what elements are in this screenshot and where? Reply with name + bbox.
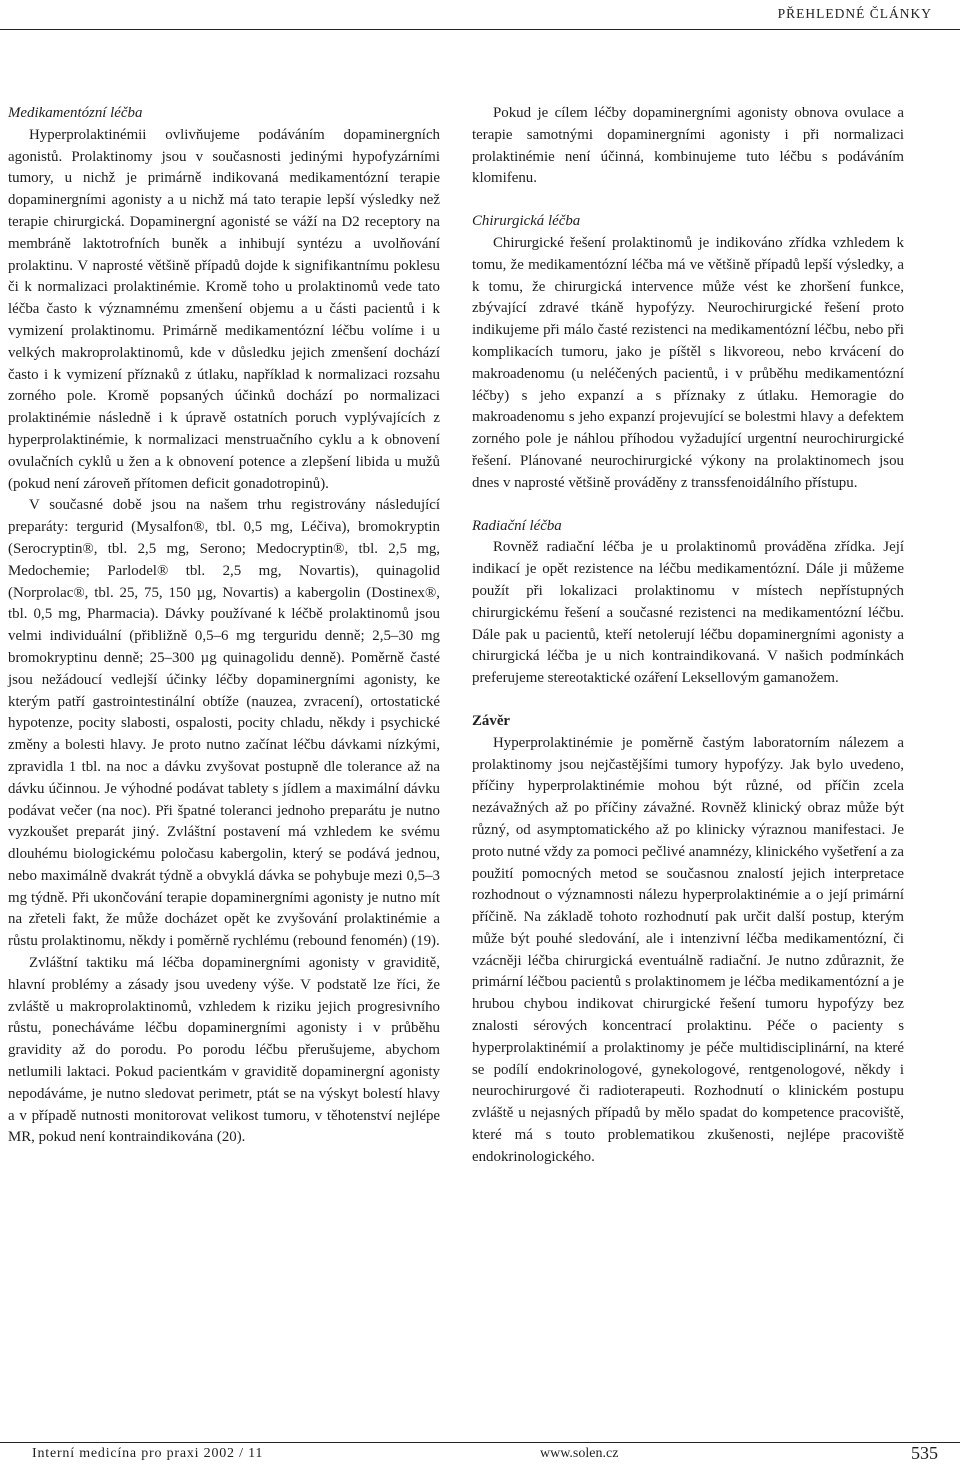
paragraph-intro: Pokud je cílem léčby dopaminergními agonisty obnova ovulace a terapie samotnými dopaminergními agonisty i při normalizaci prolaktinémie není účinná, kombinujeme tuto léčbu s podáváním klomifenu. — [472, 105, 904, 187]
paragraph-zaver: Hyperprolaktinémie je poměrně častým laboratorním nálezem a prolaktinomy jsou nejčastějšími tumory hypofýzy. Jak bylo uvedeno, příčiny hyperprolaktinémie mohou být různé, od příčin zcela nezávažných až po příčiny závažné. Rovněž klinický obraz může být různý, od asymptomatického až po klinicky výraznou manifestaci. Je proto nutné vždy za pomoci pečlivé anamnézy, klinického vyšetření a za použití pomocných metod se současnou znalostí jejich interpretace rozhodnout o významnosti nálezu hyperprolaktinémie a o její primární příčině. Na základě tohoto rozhodnutí pak určit další postup, kterým může být pouhé sledování, ale i intenzivní léčba medikamentózní, či vzácněji léčba chirurgická eventuálně radiační. Je nutno zdůraznit, že primární léčbou pacientů s prolaktinomem je léčba medikamentózní a je hrubou chybou indikovat chirurgické řešení tumoru hypofýzy bez znalosti sérových koncentrací prolaktinu. Péče o pacienty s hyperprolaktinémií a prolaktinomy je péče multidisciplinární, na které se podílí endokrinologové, gynekologové, rentgenologové, někdy i neurochirurgové či radioterapeuti. Rozhodnutí o klinickém postupu zvláště u nejasných případů by mělo spadat do kompetence pracoviště, které má s touto problematikou zkušenosti, nejlépe pracoviště endokrinologického. — [472, 734, 904, 1165]
paragraph-medikamentozni-2: V současné době jsou na našem trhu registrovány následující preparáty: tergurid (Mysalfon®, tbl. 0,5 mg, Léčiva), bromokryptin (Serocryptin®, tbl. 2,5 mg, Serono; Medocryptin®, tbl. 2,5 mg, Medochemie; Parlodel® tbl. 2,5 mg, Novartis), quinagolid (Norprolac®, tbl. 25, 75, 150 µg, Novartis) a kabergolin (Dostinex®, tbl. 0,5 mg, Pharmacia). Dávky používané k léčbě prolaktinomů jsou velmi individuální (přibližně 0,5–6 mg terguridu denně; 2,5–30 mg bromokryptinu denně; 25–300 µg quinagolidu denně). Poměrně časté jsou nežádoucí vedlejší účinky léčby dopaminergními agonisty, ke kterým patří gastrointestinální obtíže (nauzea, zvracení), ortostatické hypotenze, pocity slabosti, ospalosti, pocity chladu, někdy i psychické změny a bolesti hlavy. Je proto nutno začínat léčbu dávkami nízkými, zpravidla 1 tbl. na noc a dávku zvyšovat postupně dle tolerance až na dávku účinnou. Je výhodné podávat tablety s jídlem a maximální dávku podávat večer (na noc). Při špatné toleranci jednoho preparátu je nutno vyzkoušet preparát jiný. Zvláštní postavení má vzhledem ke svému dlouhému biologickému poločasu kabergolin, který se podává jednou, nebo maximálně dvakrát týdně a obvyklá dávka se pohybuje mezi 0,5–3 mg týdně. Při ukončování terapie dopaminergními agonisty je nutno mít na zřeteli fakt, že může docházet opět ke zvyšování prolaktinémie a růstu prolaktinomu, někdy i poměrně rychlému (rebound fenomén) (19). — [8, 497, 440, 950]
header-rule — [0, 29, 960, 30]
section-heading-radiacni: Radiační léčba — [472, 517, 562, 534]
paragraph-medikamentozni-1: Hyperprolaktinémii ovlivňujeme podáváním dopaminergních agonistů. Prolaktinomy jsou v současnosti jedinými hypofyzárními tumory, u nichž je primárně indikovaná medikamentózní terapie dopaminergními agonisty a u nichž má tato terapie lepší výsledky než terapie chirurgická. Dopaminergní agonisté se váží na D2 receptory na membráně laktotrofních buněk a inhibují syntézu a uvolňování prolaktinu. V naprosté většině případů dojde k signifikantnímu poklesu či k normalizaci prolaktinémie. Kromě toho u prolaktinomů vede tato léčba často k významnému zmenšení objemu a u části pacientů i k vymizení prolaktinomu. Primárně medikamentózní léčbu volíme i u velkých makroprolaktinomů, kde v důsledku jejich zmenšení dochází často i k vymizení příznaků z útlaku, například k normalizaci rozsahu zorného pole. Kromě popsaných účinků dochází po normalizaci prolaktinémie následně i k úpravě ostatních poruch vyplývajících z hyperprolaktinémie, k normalizaci menstruačního cyklu a k obnovení ovulačních cyklů u žen a k obnovení potence a zlepšení libida u mužů (pokud není zároveň přítomen deficit gonadotropinů). — [8, 126, 440, 492]
section-heading-medikamentozni: Medikamentózní léčba — [8, 105, 143, 121]
footer-journal: Interní medicína pro praxi 2002 / 11 — [32, 1446, 264, 1461]
section-heading-zaver: Závěr — [472, 712, 511, 729]
paragraph-medikamentozni-3: Zvláštní taktiku má léčba dopaminergními agonisty v graviditě, hlavní problémy a zásady jsou uvedeny výše. V podstatě lze říci, že zvláště u makroprolaktinomů, vzhledem k riziku jejich progresivního růstu, ponecháváme léčbu dopaminergními agonisty i v průběhu gravidity až do porodu. Po porodu léčbu přerušujeme, abychom netlumili laktaci. Pokud pacientkám v graviditě dopaminergní agonisty nepodáváme, je nutno sledovat perimetr, ptát se na výskyt bolestí hlavy a v případě nutnosti monitorovat velikost tumoru, v těhotenství nejlépe MR, pokud není kontraindikována (20). — [8, 955, 440, 1146]
right-column — [472, 103, 904, 1169]
paragraph-radiacni: Rovněž radiační léčba je u prolaktinomů prováděna zřídka. Její indikací je opět rezistence na léčbu medikamentózní. Dále ji můžeme použít při lokalizaci prolaktinomu v místech nepřístupných chirurgickému řešení a současné rezistenci na medikamentózní léčbu. Dále pak u pacientů, kteří netolerují léčbu dopaminergními agonisty a chirurgická léčba je u nich kontraindikovaná. V našich podmínkách preferujeme stereotaktické ozáření Leksellovým gamanožem. — [472, 539, 904, 687]
section-heading-chirurgicka: Chirurgická léčba — [472, 213, 581, 230]
footer-rule — [0, 1442, 960, 1443]
left-column — [8, 103, 440, 1149]
footer-website[interactable]: www.solen.cz — [540, 1446, 619, 1461]
page-number: 535 — [911, 1443, 938, 1463]
running-head: PŘEHLEDNÉ ČLÁNKY — [777, 6, 932, 21]
paragraph-chirurgicka: Chirurgické řešení prolaktinomů je indikováno zřídka vzhledem k tomu, že medikamentózní léčba má ve většině případů lepší výsledky, a k tomu, že chirurgická intervence může vést ke zhoršení funkce, zbývající zdravé tkáně hypofýzy. Neurochirurgické řešení proto indikujeme při málo časté rezistenci na medikamentózní léčbu, nebo při komplikacích tumoru, jako je píštěl s likvoreou, nebo krvácení do makroadenomu (u neléčených pacientů, i v průběhu medikamentózní léčby) s jeho expanzí a s příznaky z útlaku. Hemoragie do makroadenomu s jeho expanzí projevující se bolestmi hlavy a defektem zorného pole je náhlou příhodou vyžadující urgentní neurochirurgické řešení. Plánované neurochirurgické výkony na prolaktinomech jsou dnes v naprosté většině prováděny z transsfenoidálního přístupu. — [472, 234, 904, 491]
